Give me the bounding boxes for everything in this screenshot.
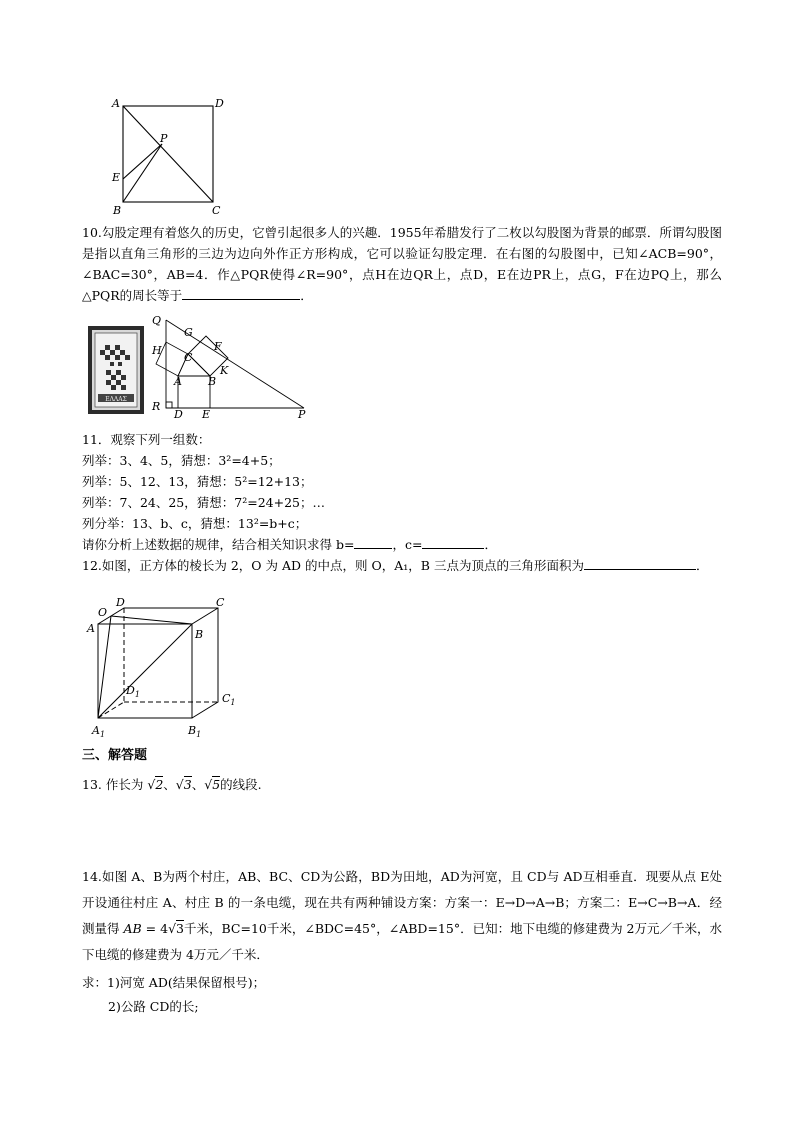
label-c2: C [184, 351, 193, 364]
label-k: K [220, 364, 229, 377]
sqrt-5: √5 [204, 777, 221, 792]
label-f: F [214, 340, 222, 353]
label-b1: $B_1$ [188, 724, 202, 739]
label-a1: $A_1$ [92, 724, 106, 739]
label-d3: D [116, 596, 125, 609]
sqrt-2: √2 [147, 777, 164, 792]
label-b: B [113, 204, 122, 217]
segment-a1b [98, 624, 192, 718]
question-14-eq: = 4 [141, 921, 169, 936]
label-e2: E [202, 408, 211, 420]
segment-bp [123, 144, 162, 202]
question-11-row-3: 列举：7、24、25，猜想：7²=24+25；… [82, 495, 325, 510]
question-13-end: 的线段. [220, 777, 262, 792]
question-14-text-2: 千米，BC=10千米，∠BDC=45°，∠ABD=15°．已知：地下电缆的修建费为 2万元／千米，水下电缆的修建费为 4万元／千米． [82, 921, 723, 962]
question-11-ask [82, 534, 497, 555]
label-g: G [184, 326, 193, 339]
label-a: A [112, 97, 120, 110]
label-p: P [160, 132, 168, 145]
question-14-text-1: 14.如图 A、B为两个村庄，AB、BC、CD为公路，BD为田地，AD为河宽，且 CD与 AD互相垂直．现要从点 E处开设通往村庄 A、村庄 B 的一条电缆，现在共有两种铺设方案：方案一：E→D→A→B；方案二：E→C→B→A．经测量得 [82, 869, 722, 936]
label-q: Q [152, 314, 162, 327]
cube-figure [84, 594, 254, 740]
question-13: 13. 作长为 √2、√3、√5的线段. [82, 774, 262, 796]
answer-blank-12[interactable] [584, 555, 696, 570]
label-b2: B [208, 375, 217, 388]
label-b3: B [195, 628, 204, 641]
square-figure [108, 96, 226, 218]
label-d2: D [174, 408, 183, 420]
question-12-end: ． [695, 558, 709, 573]
sqrt-3-q14: √3 [168, 921, 184, 936]
segment-ob [111, 616, 192, 624]
square-ab [178, 376, 210, 408]
label-a2: A [174, 375, 182, 388]
question-14-ask-2: 2)公路 CD的长; [108, 999, 199, 1014]
question-14-ask: 求：1)河宽 AD(结果保留根号)； [82, 975, 266, 990]
question-11-title: 11．观察下列一组数： [82, 432, 211, 447]
label-a3: A [87, 622, 95, 635]
section-heading: 三、解答题 [82, 748, 148, 763]
question-12 [82, 555, 722, 576]
cube-edge-bc [192, 608, 218, 624]
diagonal-ac [123, 106, 213, 202]
right-angle-mark [166, 402, 172, 408]
label-c3: C [216, 596, 225, 609]
question-11-row-2: 列举：5、12、13，猜想：5²=12+13； [82, 474, 313, 489]
stamp-image [88, 326, 144, 414]
label-d: D [215, 97, 224, 110]
question-11-row-1: 列举：3、4、5，猜想：3²=4+5； [82, 453, 281, 468]
answer-blank-10[interactable] [182, 285, 300, 300]
question-14 [82, 864, 722, 968]
answer-blank-11c[interactable] [422, 534, 484, 549]
label-h: H [152, 344, 162, 357]
question-11-row-4: 列分举：13、b、c，猜想：13²=b+c； [82, 516, 308, 531]
svg-text:ΕΛΛΑΣ: ΕΛΛΑΣ [105, 396, 127, 403]
label-o: O [98, 606, 108, 619]
question-14-ab: AB [123, 921, 142, 936]
question-10-end: ． [300, 288, 313, 303]
label-r: R [152, 400, 161, 413]
question-13-text: 13. 作长为 [82, 777, 144, 792]
segment-oa1 [98, 616, 111, 718]
question-10 [82, 222, 722, 306]
question-10-text: 10.勾股定理有着悠久的历史，它曾引起很多人的兴趣．1955年希腊发行了二枚以勾股图为背景的邮票．所谓勾股图是指以直角三角形的三边为边向外作正方形构成，它可以验证勾股定理．在右图的勾股图中，已知∠ACB=90°，∠BAC=30°，AB=4．作△PQR使得∠R=90°，点H在边QR上，点D，E在边PR上，点G，F在边PQ上，那么△PQR的周长等于 [82, 225, 722, 303]
label-c1: $C_1$ [222, 692, 236, 707]
sqrt-3: √3 [175, 777, 192, 792]
label-c: C [212, 204, 221, 217]
question-11-ask-c: ，c= [392, 537, 423, 552]
question-12-text: 12.如图，正方体的棱长为 2，O 为 AD 的中点，则 O，A₁，B 三点为顶点的三角形面积为 [82, 558, 584, 573]
question-11-ask-end: ． [484, 537, 497, 552]
label-e: E [112, 171, 121, 184]
label-d1: $D_1$ [126, 684, 140, 699]
label-p2: P [298, 408, 306, 420]
answer-blank-11b[interactable] [354, 534, 392, 549]
question-11-ask-text: 请你分析上述数据的规律，结合相关知识求得 b= [82, 537, 355, 552]
pythagoras-figure [86, 312, 318, 420]
